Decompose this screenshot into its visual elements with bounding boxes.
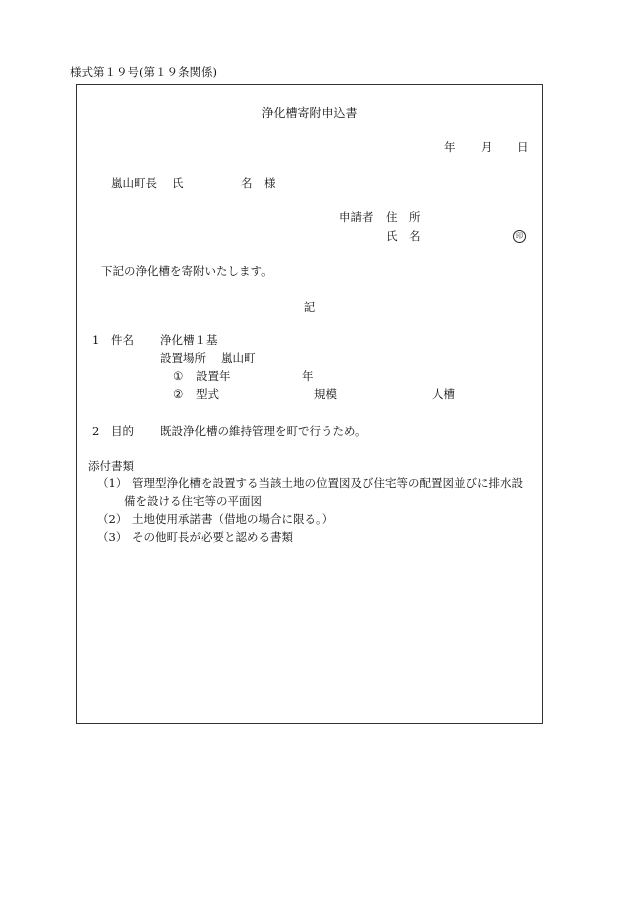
document-title: 浄化槽寄附申込書 (261, 106, 358, 120)
item1-scale-unit: 人槽 (432, 387, 455, 401)
item2-value: 既設浄化槽の維持管理を町で行うため。 (160, 424, 367, 438)
item1-type-label: 型式 (196, 387, 219, 401)
applicant-name-label: 氏 名 (386, 229, 421, 243)
item1-year-label: 設置年 (196, 369, 231, 383)
date-day: 日 (517, 140, 529, 154)
attachment-3-text: その他町長が必要と認める書類 (132, 530, 293, 544)
item2-label: 目的 (111, 424, 134, 438)
attachment-2-number: （2） (97, 512, 128, 526)
item1-location-label: 設置場所 (160, 351, 206, 365)
ki-heading: 記 (303, 300, 316, 314)
seal-icon: 印 (513, 230, 526, 243)
attachment-2-text: 土地使用承諾書（借地の場合に限る。） (132, 512, 334, 526)
date-month: 月 (481, 140, 493, 154)
item1-label: 件名 (111, 333, 134, 347)
addressee-honorific: 氏 (172, 176, 184, 190)
applicant-address-label: 住 所 (386, 210, 421, 224)
form-number-label: 様式第１９号(第１９条関係) (70, 65, 217, 79)
document-frame (76, 84, 543, 724)
item2-number: 2 (92, 424, 100, 438)
attachments-title: 添付書類 (88, 459, 134, 473)
item1-location-value: 嵐山町 (221, 351, 256, 365)
item1-type-number: ② (173, 387, 184, 401)
date-year: 年 (444, 140, 456, 154)
item1-number: 1 (92, 333, 100, 347)
attachment-3-number: （3） (97, 530, 128, 544)
item1-value: 浄化槽１基 (160, 333, 218, 347)
item1-scale-label: 規模 (314, 387, 337, 401)
item1-year-unit: 年 (302, 369, 314, 383)
intro-text: 下記の浄化槽を寄附いたします。 (101, 264, 273, 278)
attachment-1-number: （1） (97, 476, 128, 490)
addressee-name-sama: 名 様 (241, 176, 276, 190)
applicant-label: 申請者 (339, 210, 374, 224)
attachment-1-line2: 備を設ける住宅等の平面図 (124, 494, 262, 508)
attachment-1-line1: 管理型浄化槽を設置する当該土地の位置図及び住宅等の配置図並びに排水設 (132, 476, 523, 490)
item1-year-number: ① (173, 369, 184, 383)
addressee-name: 嵐山町長 (111, 176, 157, 190)
